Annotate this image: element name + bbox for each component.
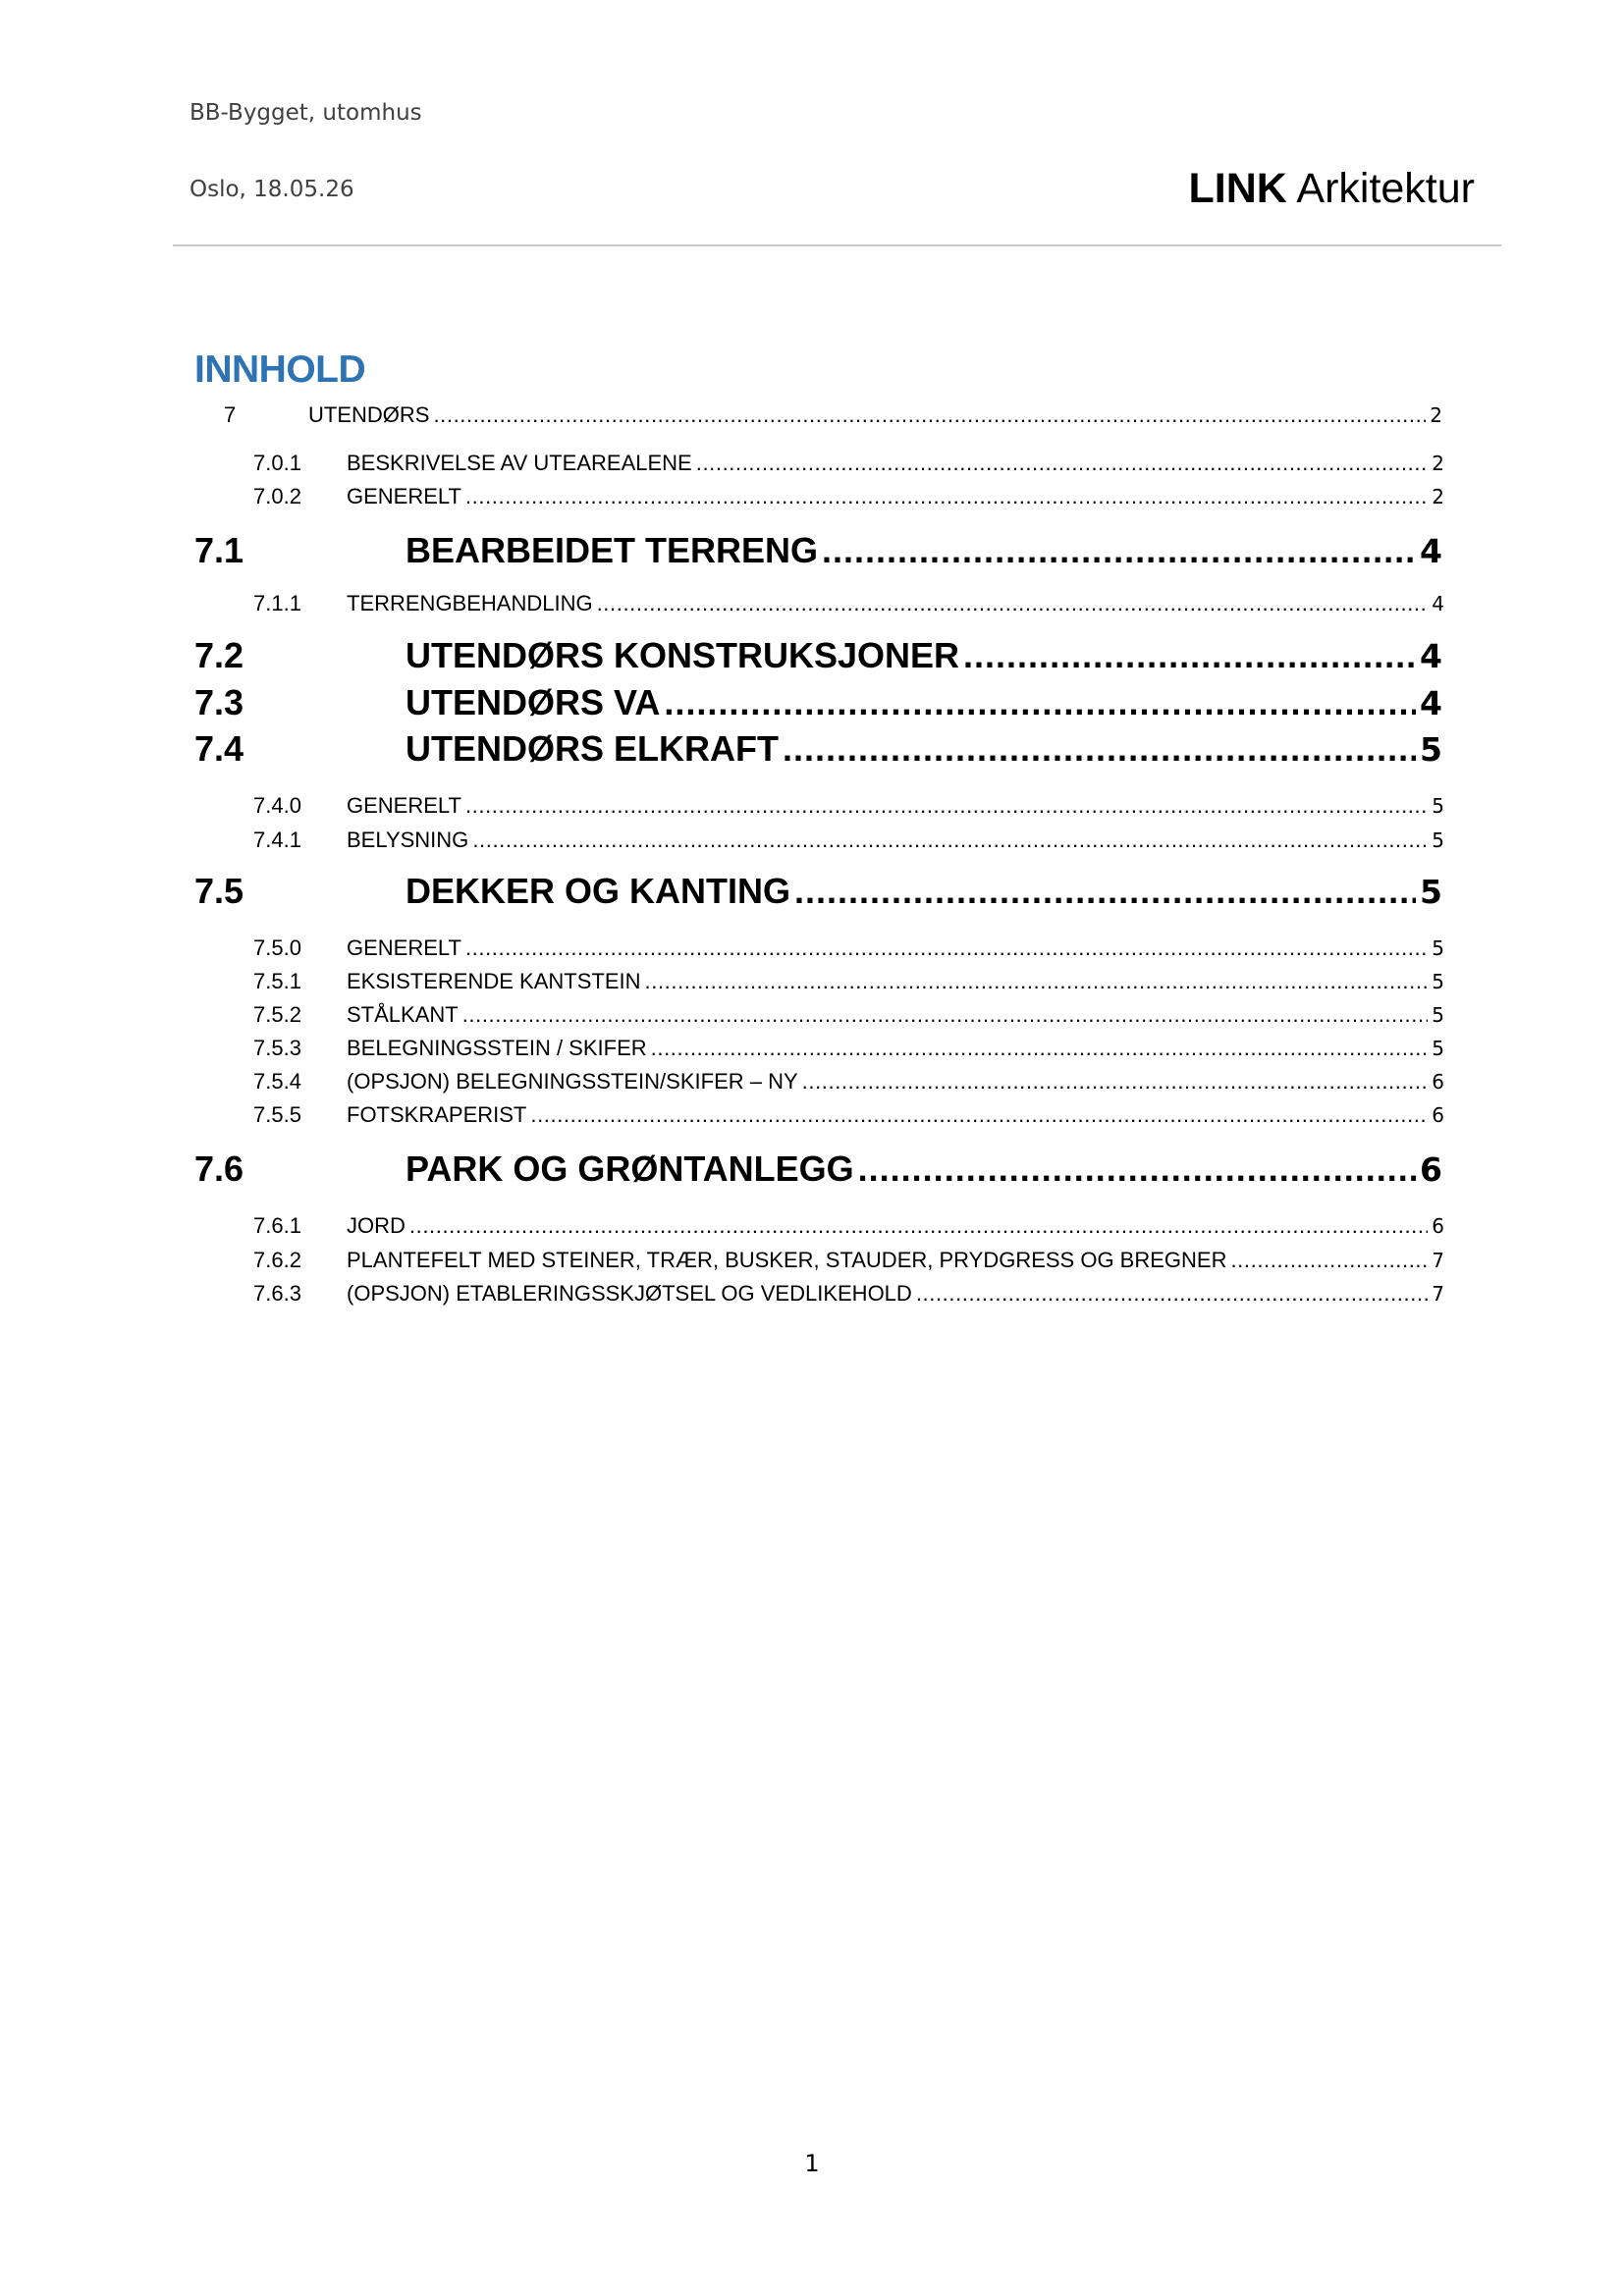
toc-entry-label: PLANTEFELT MED STEINER, TRÆR, BUSKER, STAUDER, PRYDGRESS OG BREGNER [347,1248,1227,1272]
place-date: Oslo, 18.05.26 [189,177,354,202]
toc-entry-page: 4 [1432,592,1444,615]
toc-entry-page: 5 [1420,873,1442,911]
toc-entry[interactable] [224,402,1442,428]
toc-entry-number: 7.0.2 [253,484,301,508]
toc-entry-label: BEARBEIDET TERRENG [406,530,819,570]
toc-dot-leader [822,530,1416,571]
toc-entry-number: 7.5.5 [253,1102,301,1127]
toc-entry-label: GENERELT [347,793,461,818]
toc-entry-page: 6 [1420,1150,1442,1189]
toc-entry[interactable] [253,793,1444,819]
toc-dot-leader [645,969,1429,994]
toc-entry[interactable] [194,530,1442,571]
logo-bold-text: LINK [1188,165,1287,212]
toc-entry-label: BELEGNINGSSTEIN / SKIFER [347,1036,647,1060]
toc-entry-label: PARK OG GRØNTANLEGG [406,1148,854,1189]
toc-entry-label: (OPSJON) BELEGNINGSSTEIN/SKIFER – NY [347,1069,798,1094]
toc-entry-page: 7 [1432,1249,1444,1272]
toc-entry-label: GENERELT [347,484,461,508]
toc-dot-leader [916,1281,1428,1307]
toc-entry[interactable] [253,969,1444,994]
toc-dot-leader [858,1148,1416,1190]
toc-entry-label: (OPSJON) ETABLERINGSSKJØTSEL OG VEDLIKEHOLD [347,1281,912,1306]
toc-dot-leader [409,1213,1428,1239]
toc-entry-label: TERRENGBEHANDLING [347,591,593,615]
toc-entry-page: 4 [1420,637,1442,675]
toc-entry-label: UTENDØRS [308,402,430,427]
toc-entry[interactable] [253,1069,1444,1095]
toc-dot-leader [433,402,1426,428]
toc-entry-number: 7.5.0 [253,935,301,960]
toc-entry-number: 7.4 [194,728,244,769]
toc-entry[interactable] [253,1002,1444,1028]
toc-entry-page: 4 [1420,684,1442,722]
toc-entry-number: 7.1.1 [253,591,301,615]
toc-entry[interactable] [253,1102,1444,1128]
toc-entry-label: BESKRIVELSE AV UTEAREALENE [347,451,692,475]
toc-dot-leader [465,793,1428,819]
toc-title: INNHOLD [194,348,366,391]
toc-entry-number: 7.5.3 [253,1036,301,1060]
toc-dot-leader [1230,1248,1428,1273]
toc-entry-label: UTENDØRS KONSTRUKSJONER [406,635,960,675]
toc-entry-page: 5 [1432,936,1444,960]
toc-dot-leader [696,451,1429,476]
toc-entry[interactable] [253,1281,1444,1307]
toc-entry[interactable] [253,1248,1444,1273]
toc-entry[interactable] [253,1036,1444,1061]
project-title: BB-Bygget, utomhus [189,100,422,126]
toc-dot-leader [651,1036,1429,1061]
toc-entry-page: 7 [1432,1282,1444,1306]
toc-entry[interactable] [253,828,1444,853]
toc-entry[interactable] [253,591,1444,616]
toc-dot-leader [664,682,1416,723]
toc-entry-label: BELYSNING [347,828,469,852]
link-arkitektur-logo [1188,165,1475,213]
toc-entry-page: 6 [1432,1103,1444,1127]
toc-entry-page: 6 [1432,1214,1444,1238]
logo-regular-text: Arkitektur [1296,165,1475,212]
toc-entry[interactable] [253,1213,1444,1239]
toc-entry-page: 2 [1430,403,1442,427]
toc-entry[interactable] [253,935,1444,961]
toc-entry[interactable] [194,635,1442,676]
toc-entry-page: 5 [1432,794,1444,818]
toc-entry[interactable] [194,1148,1442,1190]
toc-dot-leader [465,935,1428,961]
toc-entry-page: 6 [1432,1070,1444,1094]
toc-entry-number: 7.6.3 [253,1281,301,1306]
toc-entry-page: 5 [1432,970,1444,993]
toc-entry-number: 7.3 [194,682,244,722]
toc-entry[interactable] [253,484,1444,509]
toc-dot-leader [530,1102,1428,1128]
toc-entry[interactable] [194,682,1442,723]
toc-dot-leader [597,591,1429,616]
toc-entry[interactable] [194,728,1442,770]
toc-dot-leader [472,828,1428,853]
toc-dot-leader [465,484,1428,509]
toc-entry-page: 5 [1420,730,1442,769]
toc-dot-leader [963,635,1416,676]
toc-entry-label: DEKKER OG KANTING [406,871,791,911]
toc-entry-number: 7.5.1 [253,969,301,993]
toc-entry-label: STÅLKANT [347,1002,459,1027]
toc-entry-label: FOTSKRAPERIST [347,1102,527,1127]
toc-entry-number: 7.6.2 [253,1248,301,1272]
toc-entry-number: 7.1 [194,530,244,570]
toc-entry-label: JORD [347,1213,406,1238]
toc-entry-label: GENERELT [347,935,461,960]
toc-dot-leader [794,871,1416,912]
toc-dot-leader [462,1002,1429,1028]
toc-entry-label: UTENDØRS VA [406,682,661,722]
toc-entry-number: 7.5 [194,871,244,911]
toc-entry-number: 7.6.1 [253,1213,301,1238]
toc-entry-label: EKSISTERENDE KANTSTEIN [347,969,641,993]
toc-entry-label: UTENDØRS ELKRAFT [406,728,779,769]
page-number: 1 [804,2150,820,2177]
toc-dot-leader [802,1069,1429,1095]
toc-entry-page: 5 [1432,1037,1444,1060]
toc-entry-number: 7.5.2 [253,1002,301,1027]
header-divider [173,244,1501,246]
toc-entry[interactable] [194,871,1442,912]
toc-entry-page: 5 [1432,828,1444,852]
toc-entry-page: 4 [1420,532,1442,570]
toc-entry-number: 7.4.0 [253,793,301,818]
toc-entry-number: 7.0.1 [253,451,301,475]
toc-entry-page: 5 [1432,1003,1444,1027]
toc-entry-number: 7.6 [194,1148,244,1189]
toc-dot-leader [783,728,1416,770]
toc-entry-number: 7 [224,402,237,427]
toc-entry[interactable] [253,451,1444,476]
toc-entry-page: 2 [1432,485,1444,508]
toc-entry-number: 7.2 [194,635,244,675]
toc-entry-page: 2 [1432,452,1444,475]
toc-entry-number: 7.5.4 [253,1069,301,1094]
toc-entry-number: 7.4.1 [253,828,301,852]
